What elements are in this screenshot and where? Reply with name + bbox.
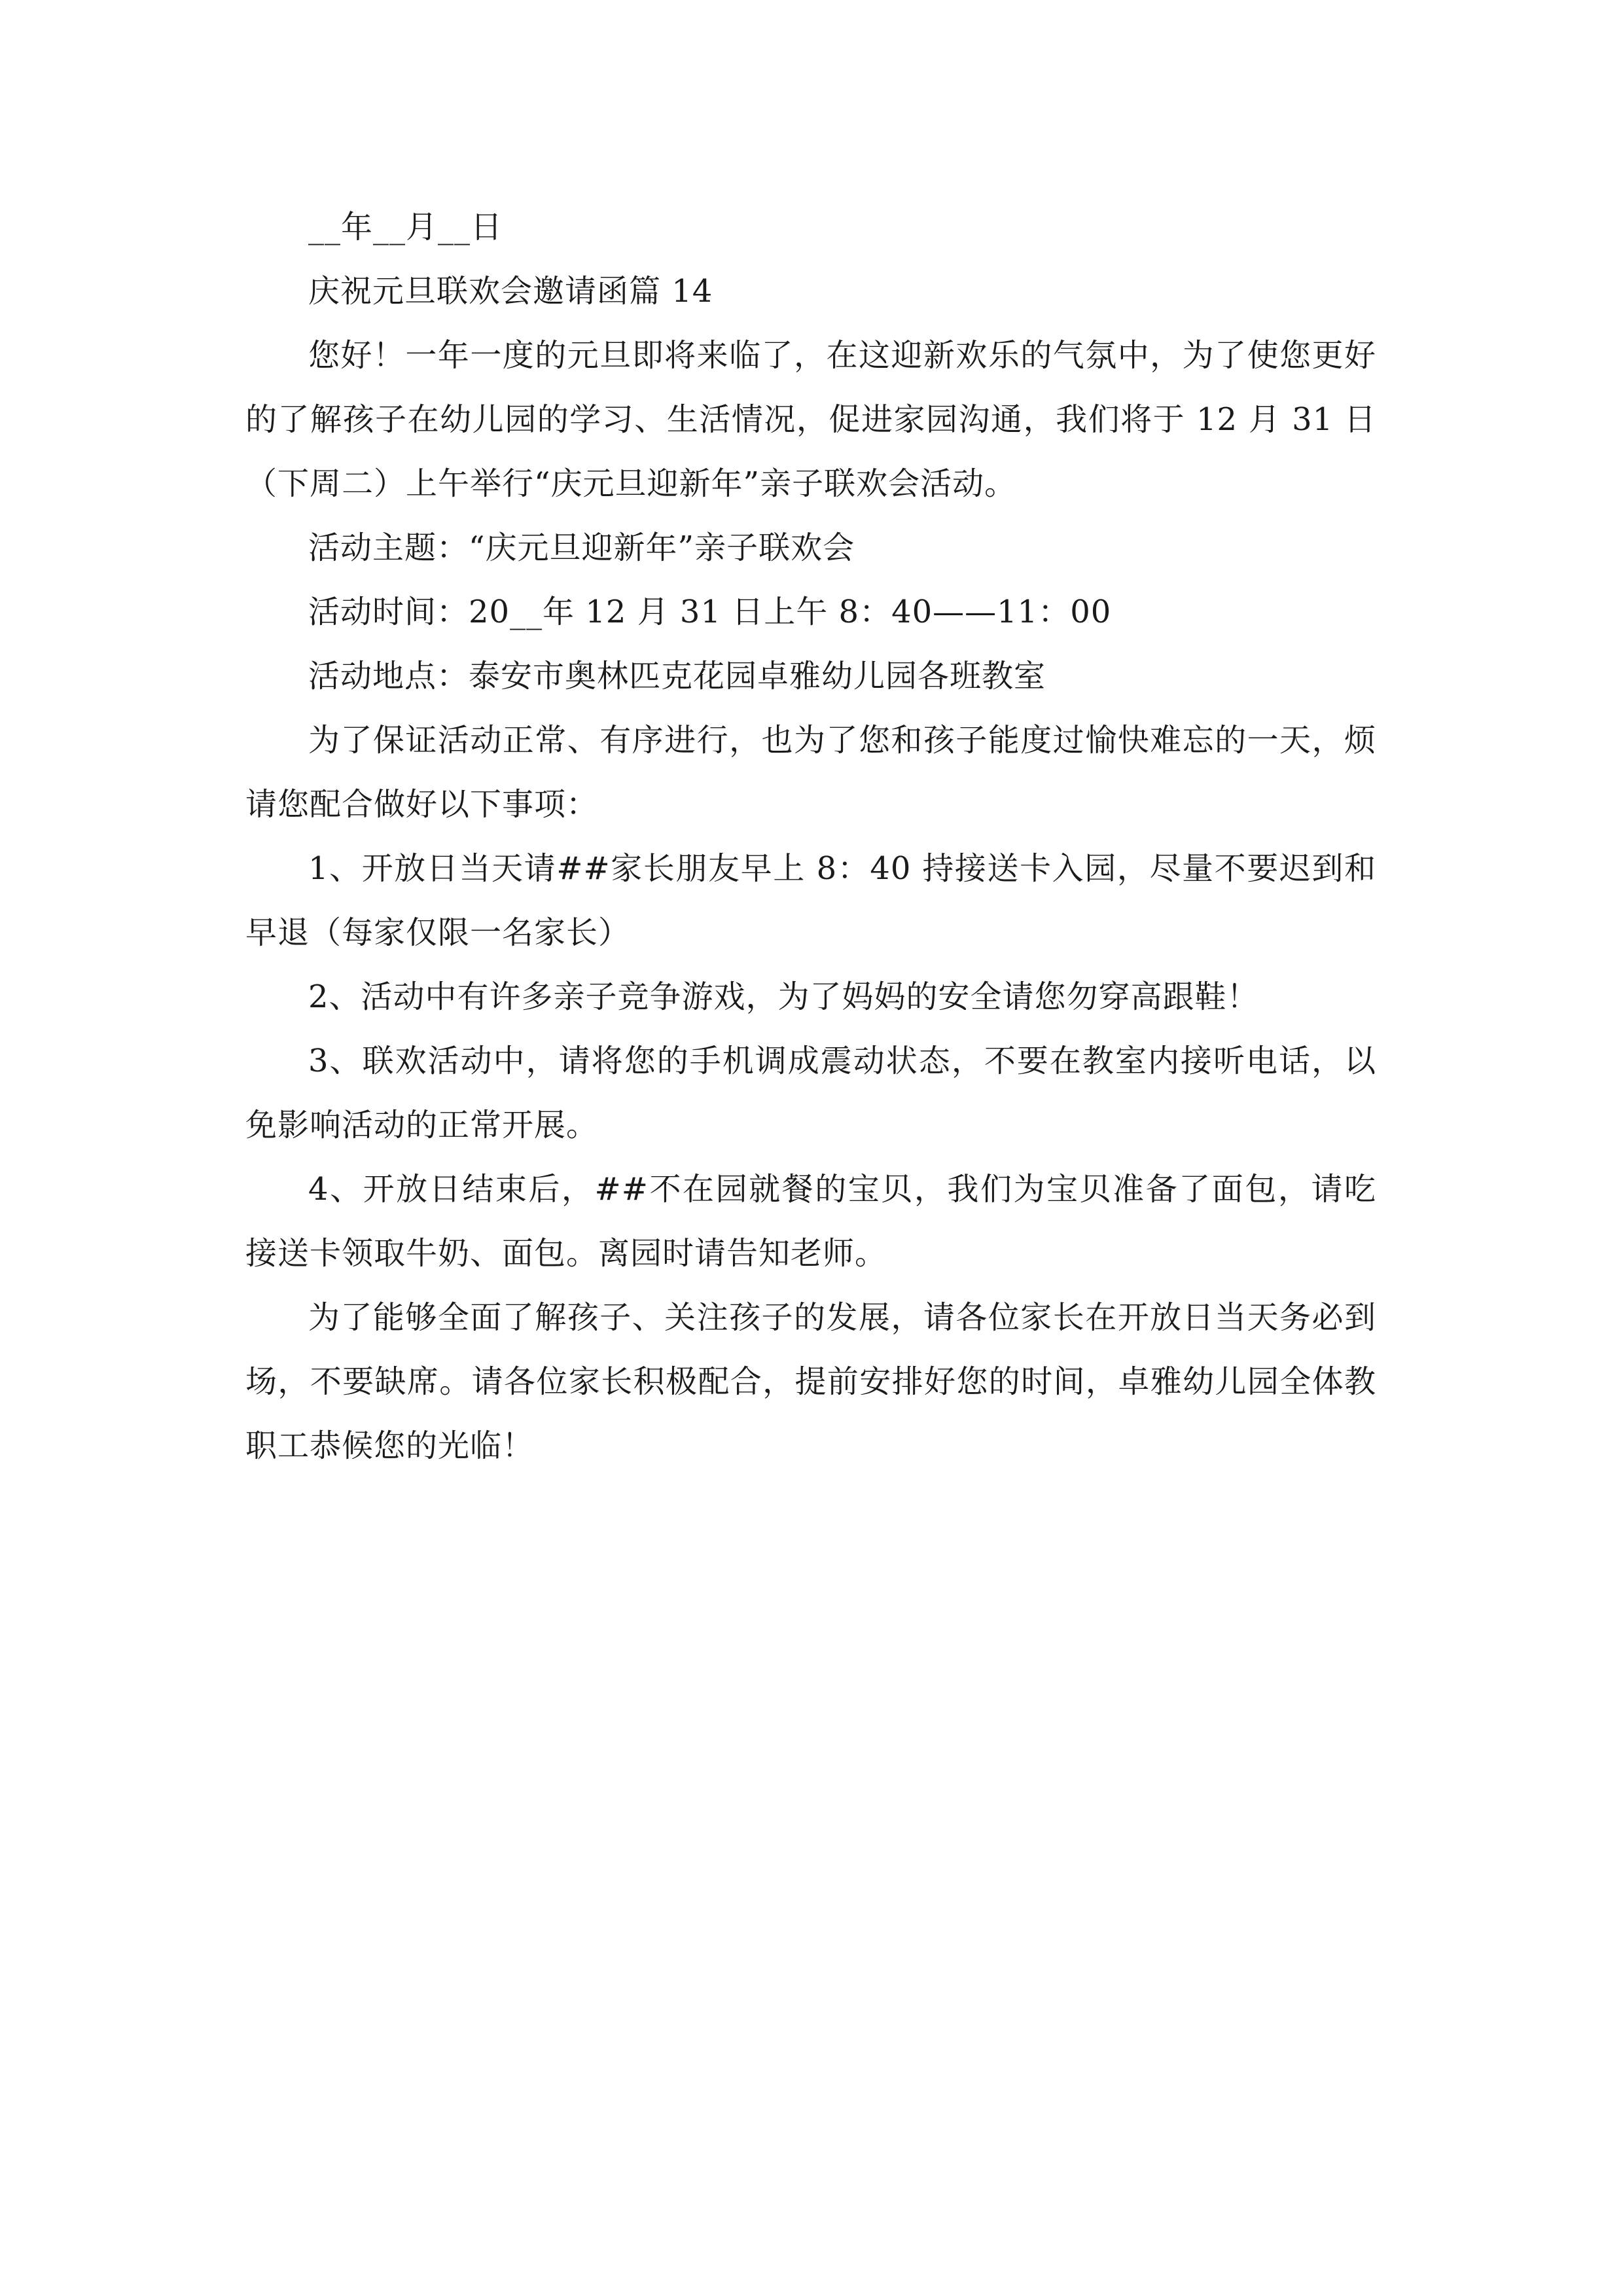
- document-heading: 庆祝元旦联欢会邀请函篇 14: [308, 273, 713, 310]
- date-line: __年__月__日: [308, 209, 503, 245]
- paragraph-note-2: 2、活动中有许多亲子竞争游戏，为了妈妈的安全请您勿穿高跟鞋！: [308, 978, 1259, 1015]
- paragraph-note-3: 3、联欢活动中，请将您的手机调成震动状态，不要在教室内接听电话，以免影响活动的正常开展。: [245, 1043, 1376, 1143]
- paragraph-theme: 活动主题：“庆元旦迎新年”亲子联欢会: [308, 529, 855, 566]
- paragraph-location: 活动地点：泰安市奥林匹克花园卓雅幼儿园各班教室: [308, 658, 1046, 694]
- paragraph-note-4: 4、开放日结束后，##不在园就餐的宝贝，我们为宝贝准备了面包，请吃接送卡领取牛奶、面包。离园时请告知老师。: [245, 1171, 1376, 1272]
- body-text: [245, 323, 1376, 1478]
- paragraph-note-1: 1、开放日当天请##家长朋友早上 8：40 持接送卡入园，尽量不要迟到和早退（每家仅限一名家长）: [245, 850, 1376, 951]
- paragraph-time: 活动时间：20__年 12 月 31 日上午 8：40——11：00: [308, 594, 1112, 630]
- paragraph-closing: 为了能够全面了解孩子、关注孩子的发展，请各位家长在开放日当天务必到场，不要缺席。请各位家长积极配合，提前安排好您的时间，卓雅幼儿园全体教职工恭候您的光临！: [245, 1299, 1376, 1464]
- paragraph-intro-notes: 为了保证活动正常、有序进行，也为了您和孩子能度过愉快难忘的一天，烦请您配合做好以下事项：: [245, 722, 1376, 823]
- date-line-block: [245, 195, 1376, 259]
- paragraph-greeting: 您好！一年一度的元旦即将来临了，在这迎新欢乐的气氛中，为了使您更好的了解孩子在幼儿园的学习、生活情况，促进家园沟通，我们将于 12 月 31 日（下周二）上午举行“庆元旦迎新年”亲子联欢会活动。: [245, 337, 1376, 502]
- heading-block: [245, 259, 1376, 323]
